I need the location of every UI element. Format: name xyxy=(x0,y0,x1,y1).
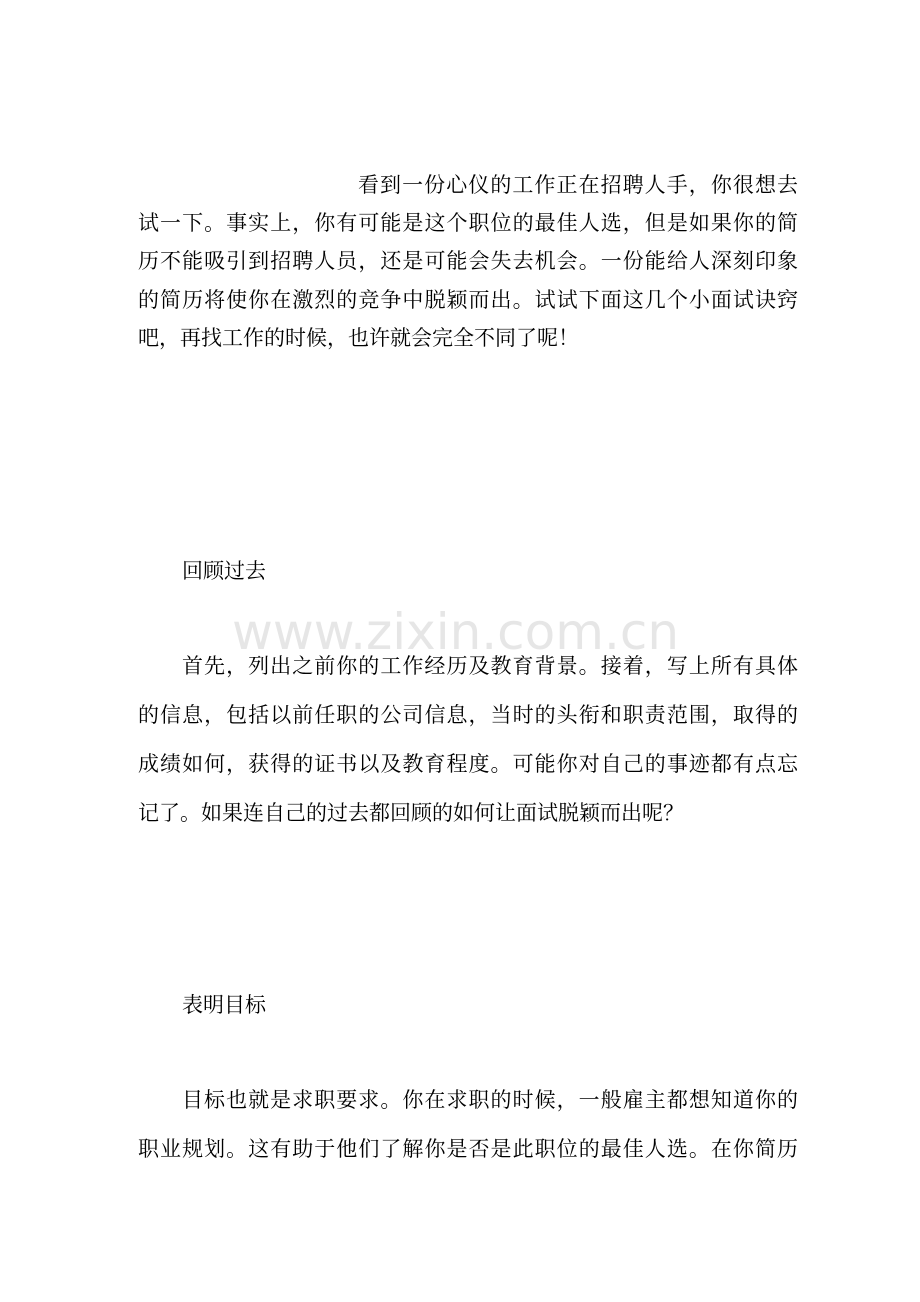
intro-line-3: 历不能吸引到招聘人员，还是可能会失去机会。一份能给人深刻印象 xyxy=(138,249,798,273)
section-heading-review-past: 回顾过去 xyxy=(182,559,266,583)
section2-line-2: 职业规划。这有助于他们了解你是否是此职位的最佳人选。在你简历 xyxy=(138,1137,798,1161)
intro-line-2: 试一下。事实上，你有可能是这个职位的最佳人选，但是如果你的简 xyxy=(138,211,798,235)
intro-line-1: 看到一份心仪的工作正在招聘人手，你很想去 xyxy=(358,173,798,197)
section2-line-1: 目标也就是求职要求。你在求职的时候，一般雇主都想知道你的 xyxy=(182,1088,798,1112)
section1-line-2: 的信息，包括以前任职的公司信息，当时的头衔和职责范围，取得的 xyxy=(138,703,798,727)
section-heading-state-goals: 表明目标 xyxy=(182,993,266,1017)
intro-line-4: 的简历将使你在激烈的竞争中脱颖而出。试试下面这几个小面试诀窍 xyxy=(138,288,798,312)
section1-line-3: 成绩如何，获得的证书以及教育程度。可能你对自己的事迹都有点忘 xyxy=(138,752,798,776)
section1-line-4: 记了。如果连自己的过去都回顾的如何让面试脱颖而出呢？ xyxy=(138,801,684,825)
section1-line-1: 首先，列出之前你的工作经历及教育背景。接着，写上所有具体 xyxy=(182,654,798,678)
intro-line-5: 吧，再找工作的时候，也许就会完全不同了呢！ xyxy=(138,326,579,350)
watermark: www.zixin.com.cn xyxy=(232,603,680,661)
